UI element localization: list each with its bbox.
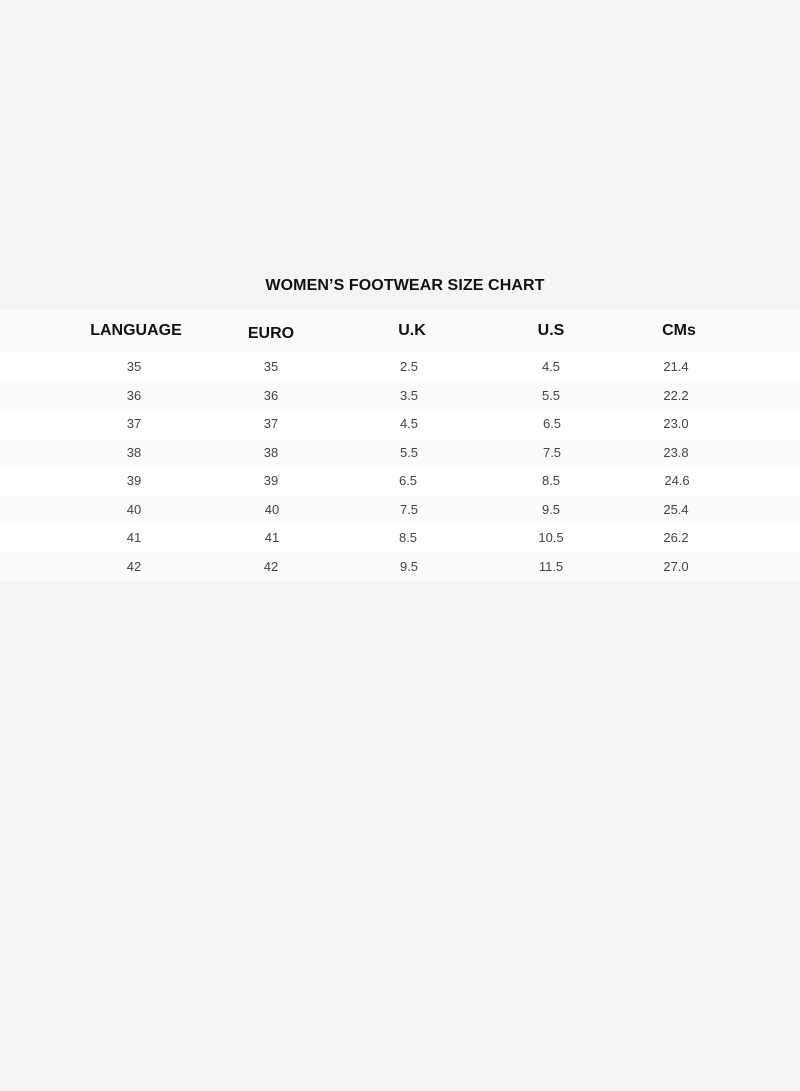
cell-cms: 23.0 xyxy=(663,416,689,431)
cell-euro: 42 xyxy=(263,558,279,574)
table-header-row xyxy=(0,309,800,353)
cell-cms: 27.0 xyxy=(663,558,689,574)
cell-euro: 37 xyxy=(263,416,279,431)
cell-cms: 22.2 xyxy=(663,387,689,403)
table-row xyxy=(0,553,800,582)
cell-uk: 3.5 xyxy=(399,387,419,403)
table-row xyxy=(0,439,800,468)
cell-us: 5.5 xyxy=(541,387,561,403)
cell-cms: 23.8 xyxy=(663,444,689,460)
table-row xyxy=(0,467,800,496)
cell-euro: 39 xyxy=(263,473,279,488)
cell-cms: 24.6 xyxy=(664,473,690,488)
cell-uk: 2.5 xyxy=(399,359,419,374)
chart-title: WOMEN’S FOOTWEAR SIZE CHART xyxy=(265,277,545,294)
cell-euro: 38 xyxy=(263,444,279,460)
cell-uk: 7.5 xyxy=(399,501,419,517)
cell-us: 10.5 xyxy=(538,530,564,545)
cell-euro: 41 xyxy=(264,530,280,545)
cell-us: 8.5 xyxy=(541,473,561,488)
cell-language: 40 xyxy=(126,501,142,517)
cell-language: 41 xyxy=(126,530,142,545)
cell-language: 37 xyxy=(126,416,142,431)
header-euro: EURO xyxy=(247,325,295,342)
cell-euro: 40 xyxy=(264,501,280,517)
cell-us: 6.5 xyxy=(542,416,562,431)
table-row xyxy=(0,353,800,382)
table-row xyxy=(0,496,800,525)
cell-us: 11.5 xyxy=(538,558,564,574)
cell-language: 38 xyxy=(126,444,142,460)
cell-us: 4.5 xyxy=(541,359,561,374)
header-uk: U.K xyxy=(398,322,426,339)
cell-us: 9.5 xyxy=(541,501,561,517)
table-row xyxy=(0,524,800,553)
cell-uk: 4.5 xyxy=(399,416,419,431)
cell-cms: 21.4 xyxy=(663,359,689,374)
cell-language: 39 xyxy=(126,473,142,488)
cell-uk: 6.5 xyxy=(398,473,418,488)
header-language: LANGUAGE xyxy=(90,322,182,339)
cell-cms: 26.2 xyxy=(663,530,689,545)
table-row xyxy=(0,382,800,411)
cell-us: 7.5 xyxy=(542,444,562,460)
cell-language: 35 xyxy=(126,359,142,374)
size-table xyxy=(0,309,800,581)
cell-uk: 5.5 xyxy=(399,444,419,460)
cell-language: 36 xyxy=(126,387,142,403)
cell-euro: 36 xyxy=(263,387,279,403)
header-cms: CMs xyxy=(662,322,696,339)
table-row xyxy=(0,410,800,439)
header-us: U.S xyxy=(537,322,565,339)
cell-cms: 25.4 xyxy=(663,501,689,517)
cell-language: 42 xyxy=(126,558,142,574)
cell-uk: 9.5 xyxy=(399,558,419,574)
cell-euro: 35 xyxy=(263,359,279,374)
cell-uk: 8.5 xyxy=(398,530,418,545)
